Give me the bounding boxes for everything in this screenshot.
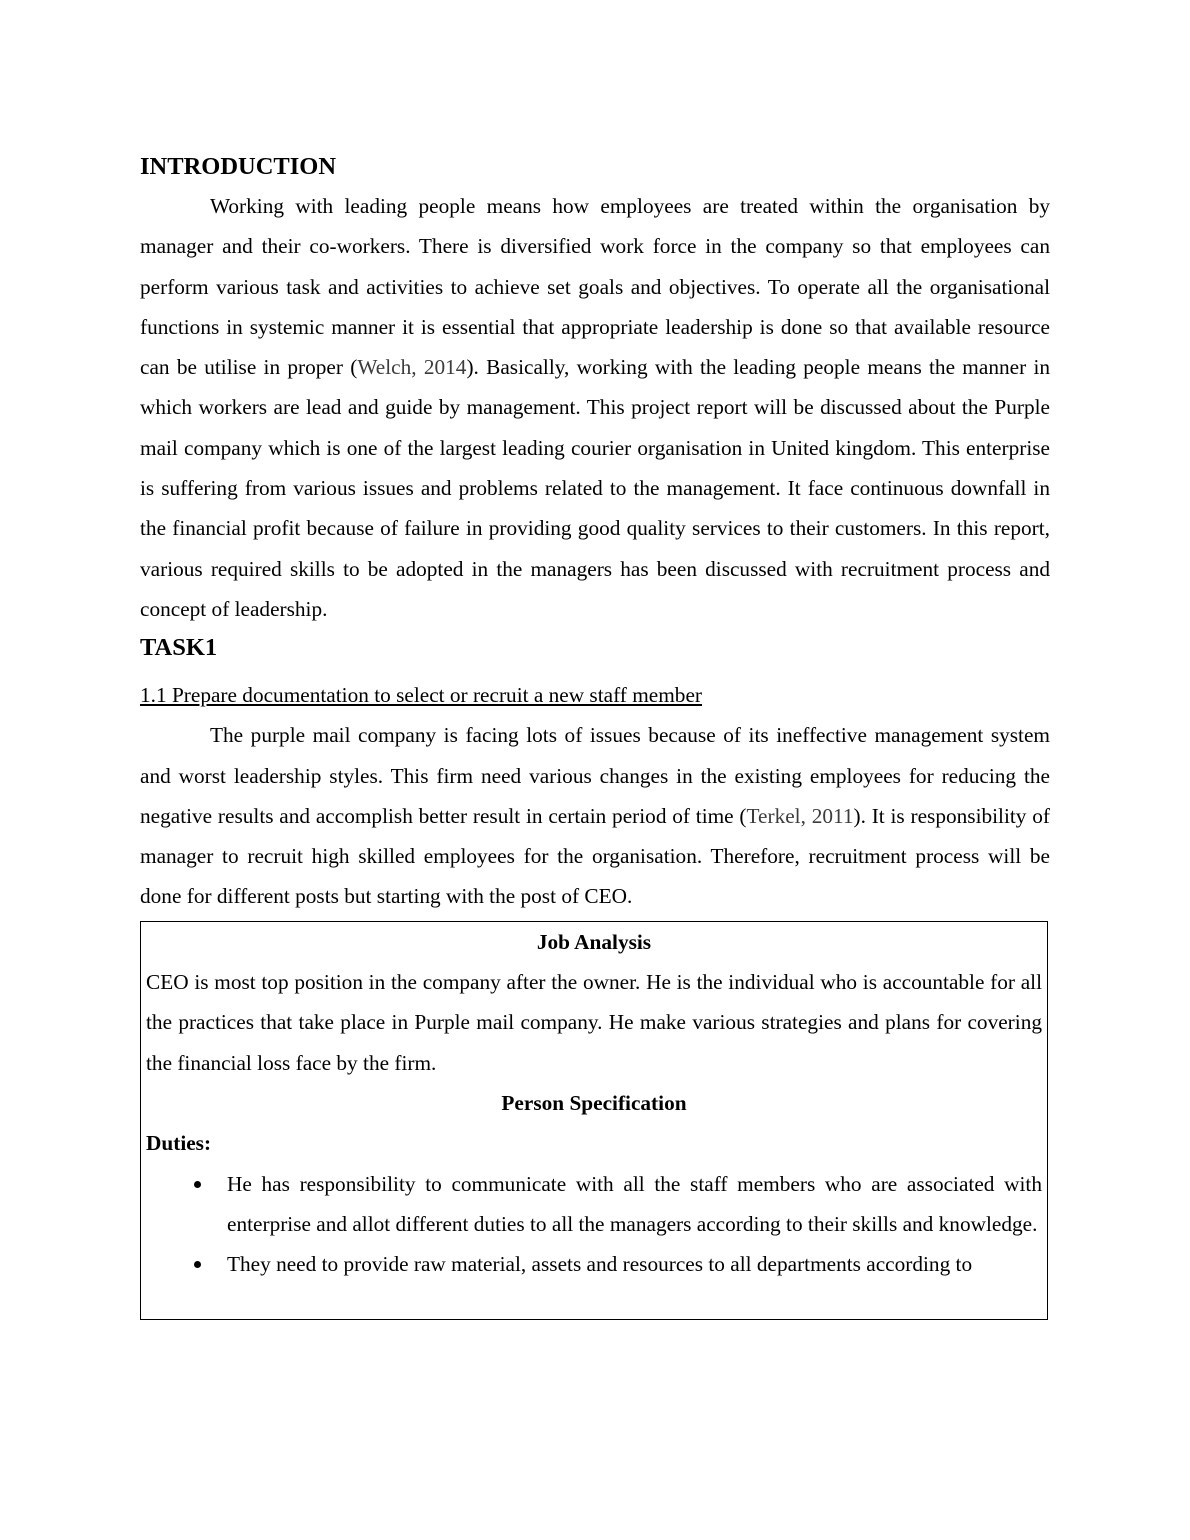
intro-text-part-2: ). Basically, working with the leading people means the manner in which workers are lead and guide by management. This project report will be discussed about the Purple mail company which is one of the largest leading courier organisation in United kingdom. This enterprise is suffering from various issues and problems related to the management. It face continuous downfall in the financial profit because of failure in providing good quality services to their customers. In this report, various required skills to be adopted in the managers has been discussed with recruitment process and concept of leadership. xyxy=(140,355,1051,621)
introduction-heading: INTRODUCTION xyxy=(140,153,337,180)
job-analysis-table xyxy=(140,921,1048,1320)
bullet-icon xyxy=(194,1261,201,1268)
person-specification-title: Person Specification xyxy=(501,1090,687,1115)
introduction-paragraph xyxy=(140,186,1050,629)
task1-paragraph xyxy=(140,715,1050,916)
task1-subheading: 1.1 Prepare documentation to select or recruit a new staff member xyxy=(140,683,702,708)
job-analysis-text: CEO is most top position in the company after the owner. He is the individual who is accountable for all the practices that take place in Purple mail company. He make various strategies and plans for covering the financial loss face by the firm. xyxy=(146,970,1042,1075)
task1-text-part-2: ). It is responsibility of manager to recruit high skilled employees for the organisation. Therefore, recruitment process will be done for different posts but starting with the post of CEO. xyxy=(140,803,1050,909)
intro-text-part-1: Working with leading people means how employees are treated within the organisation by manager and their co-workers. There is diversified work force in the company so that employees can perform various task and activities to achieve set goals and objectives. To operate all the organisational functions in systemic manner it is essential that appropriate leadership is done so that available resource can be utilise in proper ( xyxy=(140,194,1050,380)
duties-label: Duties: xyxy=(146,1131,212,1156)
document-page xyxy=(140,148,1050,1320)
citation-welch: Welch, 2014 xyxy=(357,355,467,380)
task1-heading: TASK1 xyxy=(140,634,218,662)
citation-terkel: Terkel, 2011 xyxy=(746,803,854,828)
duty-text: He has responsibility to communicate with all the staff members who are associated with enterprise and allot different duties to all the managers according to their skills and knowledge. xyxy=(227,1171,1042,1236)
job-analysis-title: Job Analysis xyxy=(536,929,652,954)
duty-item xyxy=(146,1244,1042,1284)
duty-text: They need to provide raw material, assets and resources to all departments according to xyxy=(227,1252,973,1277)
task1-text-part-1: The purple mail company is facing lots of issues because of its ineffective management system and worst leadership styles. This firm need various changes in the existing employees for reducing the negative results and accomplish better result in certain period of time ( xyxy=(140,723,1050,828)
duties-list xyxy=(146,1164,1042,1285)
bullet-icon xyxy=(194,1181,201,1188)
duty-item xyxy=(146,1164,1042,1245)
